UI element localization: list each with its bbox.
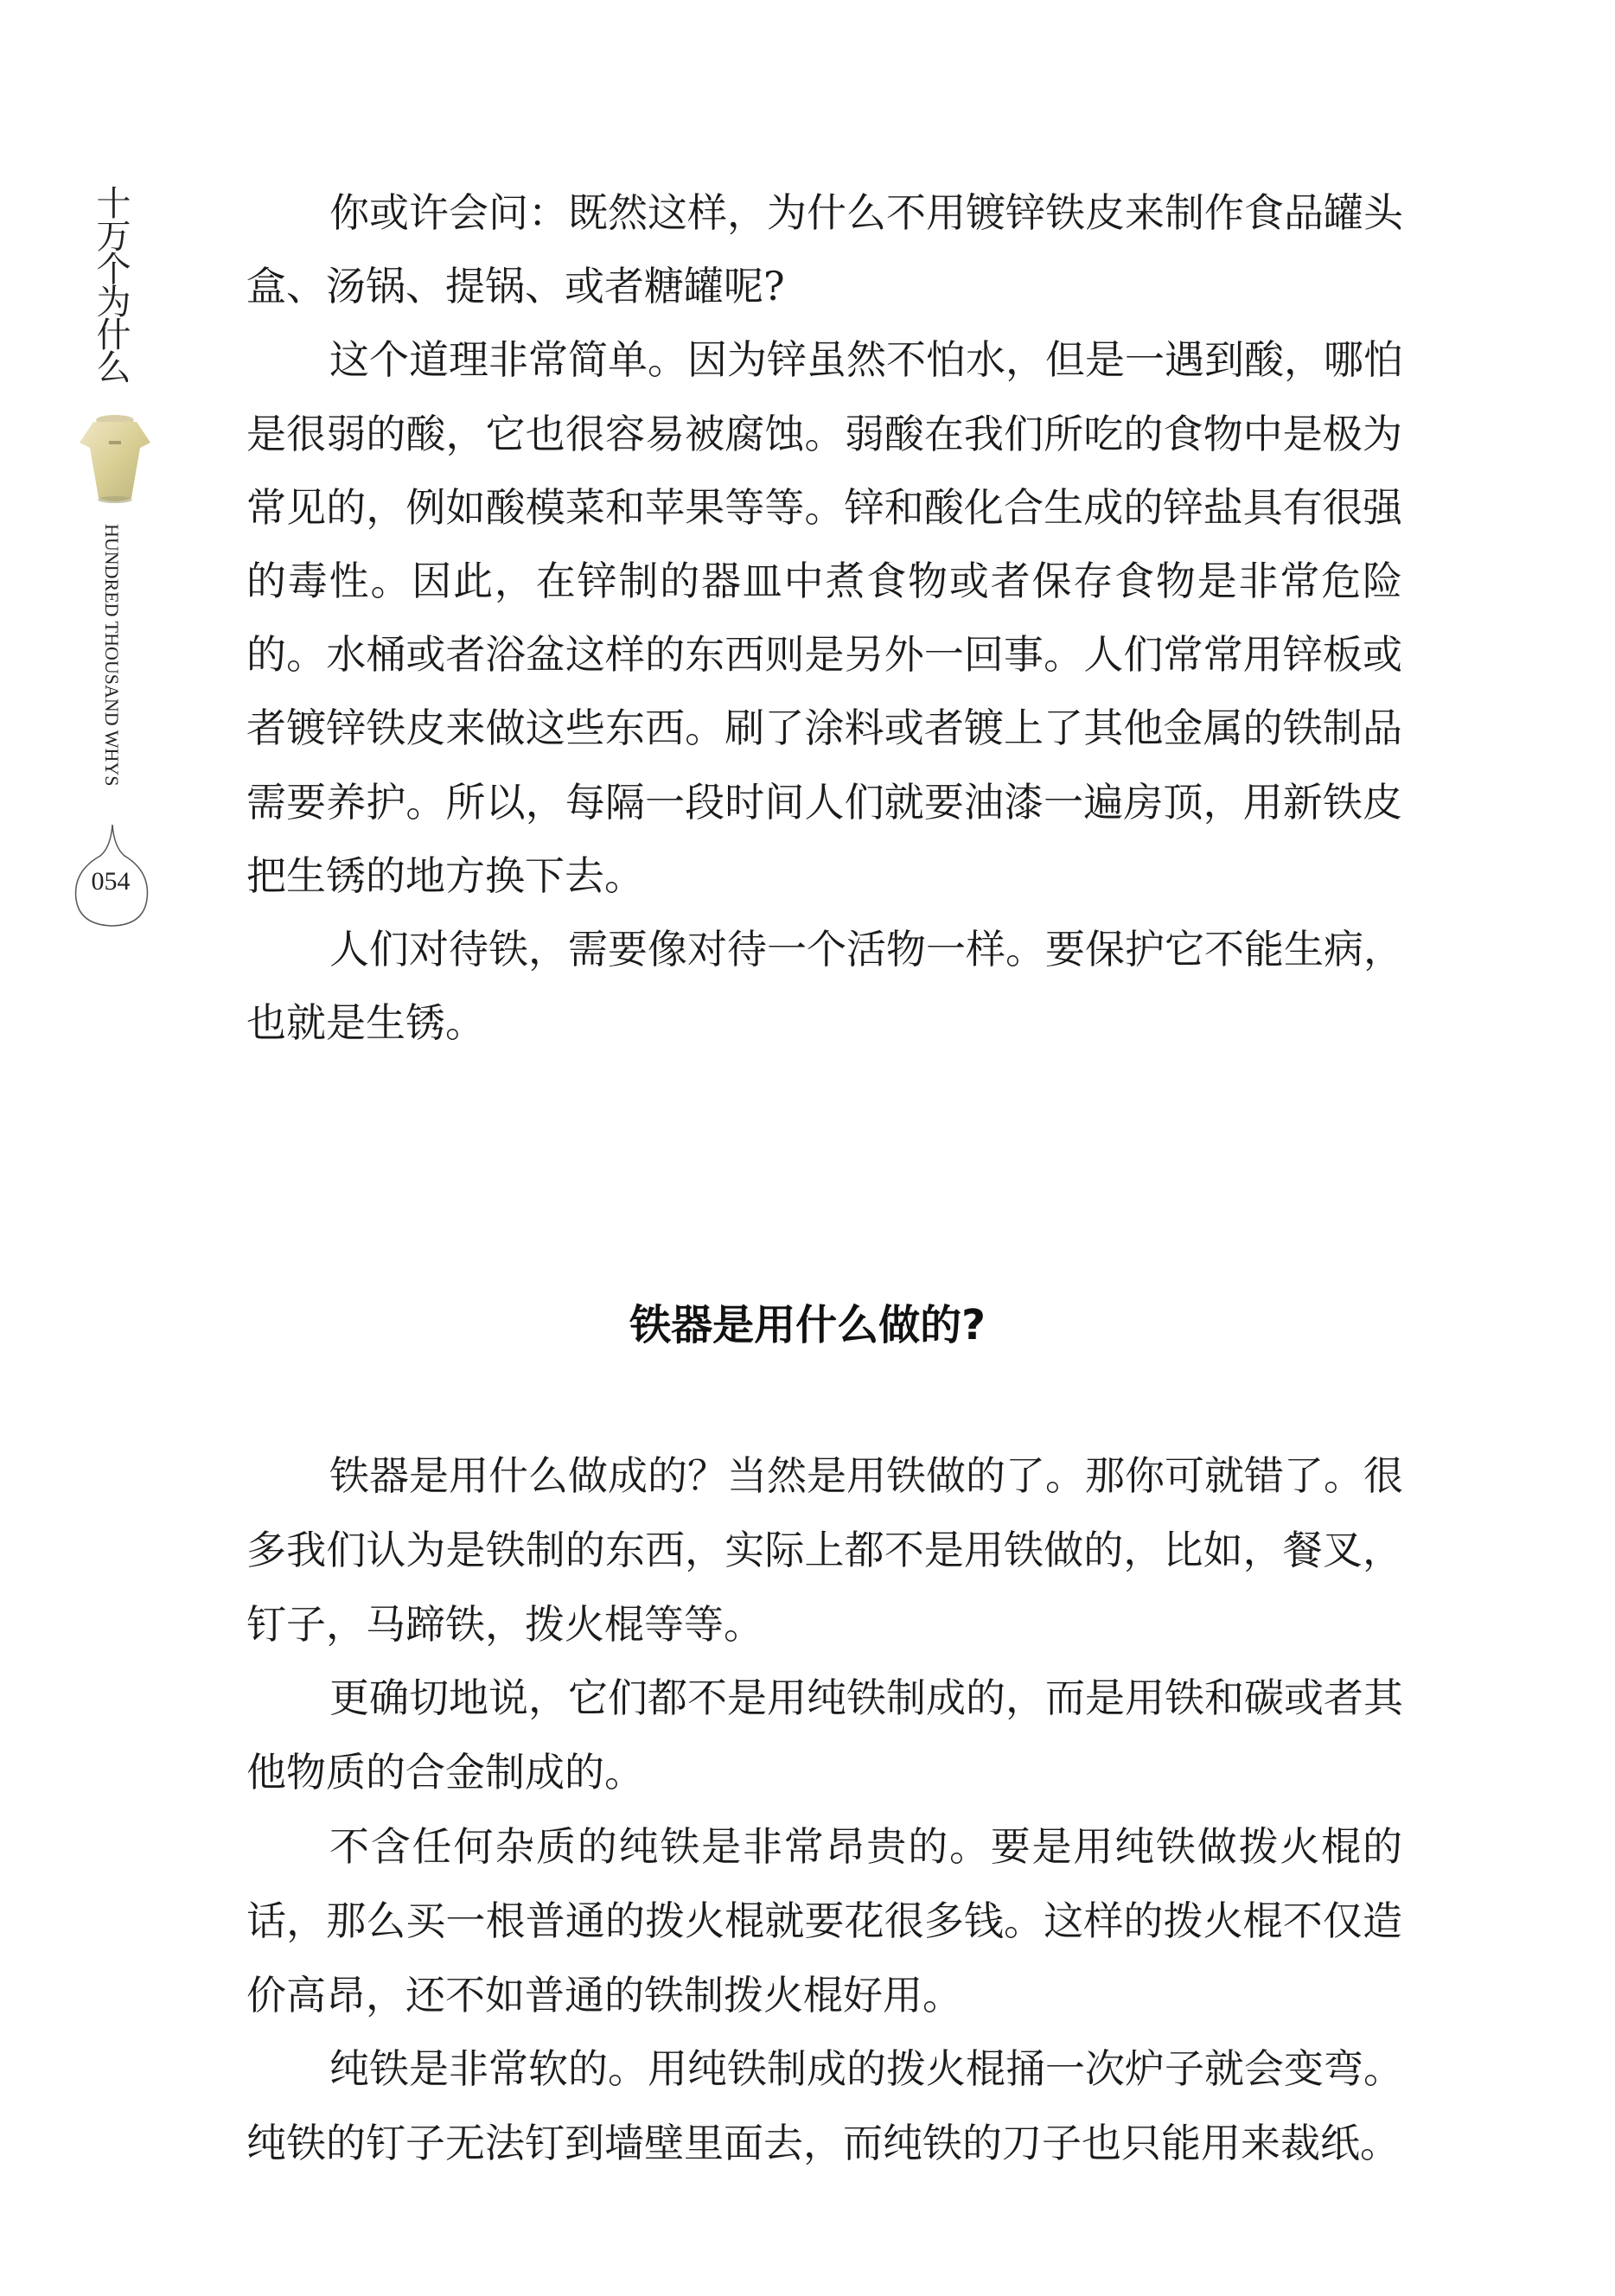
paragraph-line: 也就是生锈。 (246, 999, 485, 1047)
paragraph-line: 不含任何杂质的纯铁是非常昂贵的。要是用纯铁做拨火棍的 (329, 1823, 1402, 1870)
series-title: 十万个为什么 (91, 185, 131, 382)
paragraph-line: 者镀锌铁皮来做这些东西。刷了涂料或者镀上了其他金属的铁制品 (246, 705, 1402, 752)
paragraph-line: 纯铁是非常软的。用纯铁制成的拨火棍捅一次炉子就会变弯。 (329, 2045, 1403, 2093)
paragraph-line: 你或许会问：既然这样，为什么不用镀锌铁皮来制作食品罐头 (329, 189, 1403, 236)
paragraph-line: 人们对待铁，需要像对待一个活物一样。要保护它不能生病， (329, 926, 1403, 973)
vase-icon (76, 413, 154, 508)
page-number: 054 (91, 867, 131, 896)
paragraph-line: 的毒性。因此，在锌制的器皿中煮食物或者保存食物是非常危险 (246, 558, 1402, 604)
section-title: 铁器是用什么做的? (629, 1301, 986, 1349)
paragraph-line: 这个道理非常简单。因为锌虽然不怕水，但是一遇到酸，哪怕 (329, 336, 1403, 384)
paragraph-line: 多我们认为是铁制的东西，实际上都不是用铁做的，比如，餐叉， (246, 1526, 1402, 1573)
paragraph-line: 话，那么买一根普通的拨火棍就要花很多钱。这样的拨火棍不仅造 (246, 1897, 1402, 1944)
paragraph-line: 铁器是用什么做成的？当然是用铁做的了。那你可就错了。很 (329, 1452, 1403, 1499)
paragraph-line: 价高昂，还不如普通的铁制拨火棍好用。 (246, 1971, 962, 2019)
paragraph-line: 是很弱的酸，它也很容易被腐蚀。弱酸在我们所吃的食物中是极为 (246, 410, 1402, 457)
paragraph-line: 把生锈的地方换下去。 (246, 851, 644, 899)
paragraph-line: 钉子，马蹄铁，拨火棍等等。 (246, 1600, 763, 1648)
paragraph-line: 盒、汤锅、提锅、或者糖罐呢? (246, 263, 785, 310)
paragraph-line: 更确切地说，它们都不是用纯铁制成的，而是用铁和碳或者其 (329, 1674, 1403, 1722)
paragraph-line: 纯铁的钉子无法钉到墙壁里面去，而纯铁的刀子也只能用来裁纸。 (246, 2120, 1400, 2167)
paragraph-line: 常见的，例如酸模菜和苹果等等。锌和酸化合生成的锌盐具有很强 (246, 483, 1402, 531)
paragraph-line: 的。水桶或者浴盆这样的东西则是另外一回事。人们常常用锌板或 (246, 631, 1402, 679)
series-title-english: HUNDRED THOUSAND WHYS (101, 524, 123, 787)
paragraph-line: 他物质的合金制成的。 (246, 1749, 644, 1796)
paragraph-line: 需要养护。所以，每隔一段时间人们就要油漆一遍房顶，用新铁皮 (246, 778, 1402, 826)
